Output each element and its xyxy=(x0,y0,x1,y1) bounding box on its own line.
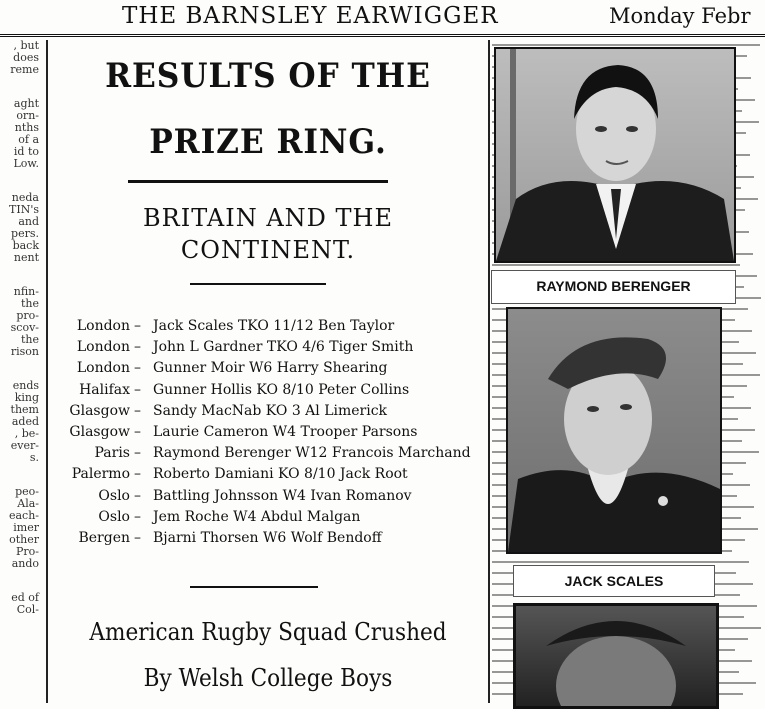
portrait-partial-icon xyxy=(516,606,716,706)
left-fragment: ed of xyxy=(11,591,39,604)
masthead xyxy=(0,0,765,37)
column-rule-left xyxy=(46,40,48,703)
left-fragment: Pro- xyxy=(16,545,39,558)
left-fragment: scov- xyxy=(10,321,39,334)
left-column-fragments xyxy=(0,40,44,703)
result-dash: – xyxy=(134,487,141,504)
result-city: Oslo xyxy=(98,508,130,525)
left-fragment: Col- xyxy=(16,603,39,616)
left-fragment: does xyxy=(13,51,39,64)
left-fragment: ando xyxy=(11,557,39,570)
story-headline-line-1: American Rugby Squad Crushed xyxy=(89,618,447,646)
result-bout: Laurie Cameron W4 Trooper Parsons xyxy=(153,423,418,440)
result-city: London xyxy=(76,360,130,377)
result-dash: – xyxy=(134,445,141,462)
result-city: Paris xyxy=(94,445,130,462)
result-city: Glasgow xyxy=(69,423,130,440)
left-fragment: imer xyxy=(13,521,39,534)
result-city: London xyxy=(76,339,130,356)
result-dash: – xyxy=(134,360,141,377)
result-dash: – xyxy=(134,339,141,356)
newsprint-line xyxy=(492,44,760,46)
headline-line-1: RESULTS OF THE xyxy=(105,56,431,96)
subhead-line-2: CONTINENT. xyxy=(180,236,356,264)
left-fragment: aded xyxy=(11,415,39,428)
left-fragment: of a xyxy=(18,133,39,146)
left-fragment: pro- xyxy=(16,309,39,322)
left-fragment: , be- xyxy=(14,427,39,440)
story-headline-line-2: By Welsh College Boys xyxy=(143,664,393,692)
result-bout: Bjarni Thorsen W6 Wolf Bendoff xyxy=(153,529,382,546)
left-fragment: orn- xyxy=(16,109,39,122)
photo-raymond-berenger xyxy=(494,47,736,263)
result-city: Bergen xyxy=(78,529,130,546)
left-fragment: nent xyxy=(13,251,39,264)
left-fragment: nfin- xyxy=(13,285,39,298)
paper-date: Monday Febr xyxy=(609,4,751,28)
result-dash: – xyxy=(134,381,141,398)
headline-line-2: PRIZE RING. xyxy=(149,122,387,162)
result-dash: – xyxy=(134,423,141,440)
left-fragment: ever- xyxy=(10,439,39,452)
left-fragment: pers. xyxy=(11,227,39,240)
result-dash: – xyxy=(134,508,141,525)
left-fragment: the xyxy=(20,297,39,310)
left-fragment: reme xyxy=(10,63,39,76)
result-bout: Roberto Damiani KO 8/10 Jack Root xyxy=(153,466,408,483)
left-fragment: the xyxy=(20,333,39,346)
photo-third-portrait xyxy=(513,603,719,709)
result-bout: Gunner Hollis KO 8/10 Peter Collins xyxy=(153,381,410,398)
caption-jack-scales: JACK SCALES xyxy=(513,565,715,597)
left-fragment: peo- xyxy=(15,485,39,498)
results-rule xyxy=(190,586,318,588)
left-fragment: TIN's xyxy=(9,203,39,216)
left-fragment: id to xyxy=(13,145,39,158)
newsprint-line xyxy=(492,264,740,266)
result-dash: – xyxy=(134,402,141,419)
result-city: Palermo xyxy=(71,466,130,483)
portrait-man-suit-icon xyxy=(496,49,734,261)
headline-rule xyxy=(128,180,388,183)
result-dash: – xyxy=(134,466,141,483)
result-bout: Jack Scales TKO 11/12 Ben Taylor xyxy=(153,318,395,334)
left-fragment: , but xyxy=(13,40,39,52)
left-fragment: other xyxy=(9,533,39,546)
result-city: Glasgow xyxy=(69,402,130,419)
left-fragment: back xyxy=(12,239,39,252)
caption-raymond-berenger: RAYMOND BERENGER xyxy=(491,270,736,304)
result-bout: Raymond Berenger W12 Francois Marchand xyxy=(153,445,471,462)
result-city: London xyxy=(76,318,130,334)
left-fragment: Low. xyxy=(13,157,39,170)
newsprint-line xyxy=(492,561,749,563)
left-fragment: neda xyxy=(11,191,39,204)
left-fragment: them xyxy=(10,403,39,416)
left-fragment: king xyxy=(14,391,39,404)
left-fragment: rison xyxy=(10,345,39,358)
result-bout: Sandy MacNab KO 3 Al Limerick xyxy=(153,402,388,419)
paper-name: THE BARNSLEY EARWIGGER xyxy=(122,3,499,29)
left-fragment: and xyxy=(18,215,39,228)
column-rule-right xyxy=(488,40,490,703)
result-city: Oslo xyxy=(98,487,130,504)
result-bout: John L Gardner TKO 4/6 Tiger Smith xyxy=(153,339,414,356)
subhead-line-1: BRITAIN AND THE xyxy=(143,204,393,232)
left-fragment: Ala- xyxy=(17,497,39,510)
left-fragment: aght xyxy=(13,97,39,110)
result-city: Halifax xyxy=(79,381,130,398)
result-bout: Battling Johnsson W4 Ivan Romanov xyxy=(153,487,412,504)
left-fragment: s. xyxy=(29,451,39,464)
portrait-man-cap-icon xyxy=(508,309,720,552)
result-bout: Jem Roche W4 Abdul Malgan xyxy=(153,508,361,525)
result-dash: – xyxy=(134,529,141,546)
left-fragment: ends xyxy=(12,379,39,392)
subhead-rule xyxy=(190,283,326,285)
left-fragment: each- xyxy=(8,509,39,522)
result-dash: – xyxy=(134,318,141,334)
photo-jack-scales xyxy=(506,307,722,554)
left-fragment: nths xyxy=(14,121,39,134)
result-bout: Gunner Moir W6 Harry Shearing xyxy=(153,360,388,377)
